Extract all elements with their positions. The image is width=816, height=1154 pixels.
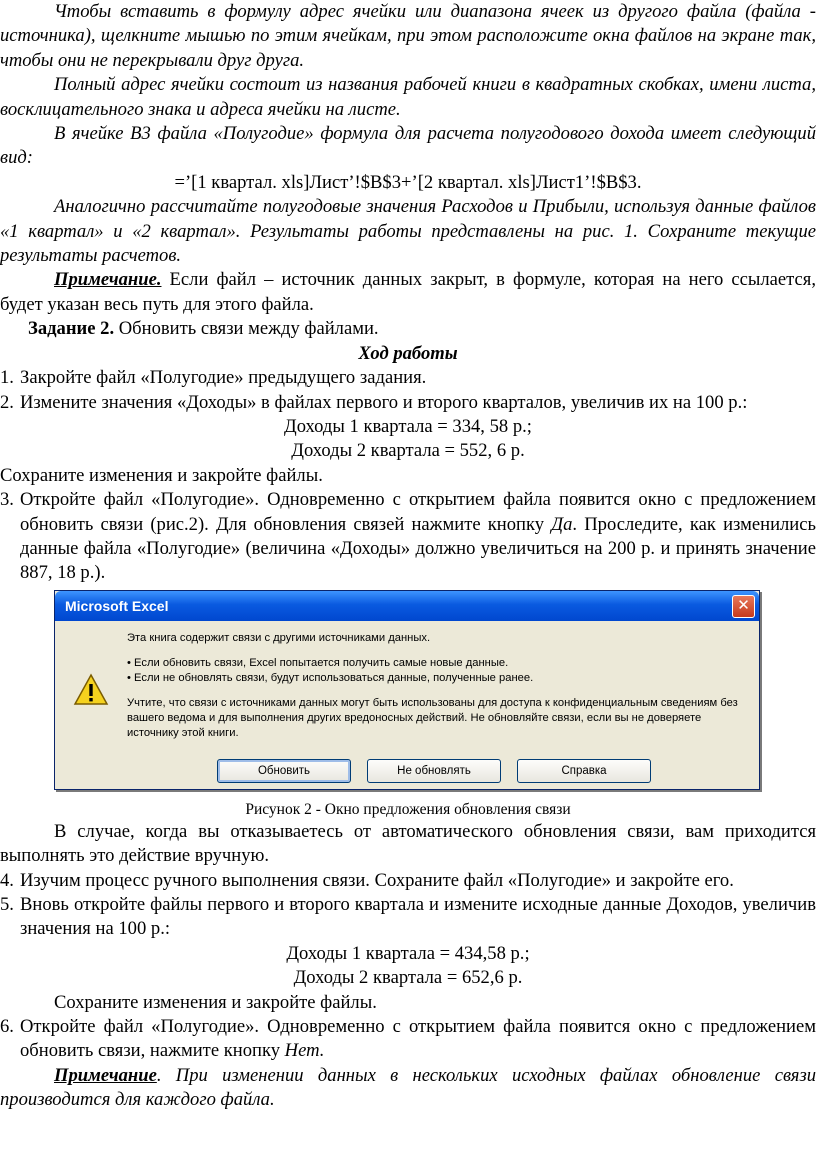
list-item (0, 1015, 816, 1064)
note-text-2: . При изменении данных в нескольких исходных файлах обновление связи производится для каждого файла. (0, 1064, 816, 1111)
no-word: Нет. (284, 1040, 325, 1062)
excel-dialog (54, 590, 760, 790)
task-text: Обновить связи между файлами. (114, 318, 379, 340)
income-line-2: Доходы 2 квартала = 552, 6 р. (291, 440, 525, 462)
figure-dialog (0, 588, 816, 800)
list-item (0, 893, 816, 942)
dialog-title-bar (55, 591, 759, 621)
save-instruction: Сохраните изменения и закройте файлы. (0, 464, 323, 486)
dialog-bullet: • Если не обновлять связи, будут использоваться данные, полученные ранее. (127, 671, 534, 684)
list-item (0, 488, 816, 586)
step-number: 3. (0, 489, 14, 511)
formula-line: =’[1 квартал. xls]Лист’!$B$3+’[2 квартал. xls]Лист1’!$B$3. (174, 171, 642, 193)
figure-caption: Рисунок 2 - Окно предложения обновления связи (245, 800, 571, 818)
income-line-1: Доходы 1 квартала = 334, 58 р.; (284, 415, 532, 437)
no-update-button[interactable]: Не обновлять (367, 759, 501, 783)
step6-text-a: Откройте файл «Полугодие». Одновременно с открытием файла появится окно с предложением обновить связи, нажмите кнопку (20, 1016, 816, 1062)
task-label: Задание 2. (28, 318, 115, 340)
dialog-message (127, 631, 747, 741)
step3-text-b: . Проследите, как изменились данные файла «Полугодие» (величина «Доходы» должно увеличиться на 200 р. и принять значение 887, 18 р.). (20, 513, 816, 584)
dialog-buttons (217, 759, 651, 783)
paragraph-manual-update: В случае, когда вы отказываетесь от автоматического обновления связи, вам приходится выполнять это действие вручную. (0, 820, 816, 867)
step-number: 6. (0, 1016, 14, 1037)
step-number: 5. (0, 893, 14, 915)
step-text: Измените значения «Доходы» в файлах первого и второго кварталов, увеличив их на 100 р.: (20, 391, 748, 413)
step-text: Закройте файл «Полугодие» предыдущего задания. (20, 367, 427, 389)
step-text: Изучим процесс ручного выполнения связи. Сохраните файл «Полугодие» и закройте его. (20, 869, 734, 891)
note-multiple-files (0, 1064, 816, 1113)
task-heading (0, 317, 816, 341)
step-text (20, 1015, 816, 1064)
note-label: Примечание. (54, 269, 162, 291)
progress-title: Ход работы (358, 342, 458, 364)
step3-text-a: Откройте файл «Полугодие». Одновременно с открытием файла появится окно с предложением обновить связи (рис.2). Для обновления связей нажмите кнопку (20, 489, 816, 535)
paragraph-full-address: Полный адрес ячейки состоит из названия рабочей книги в квадратных скобках, имени листа, восклицательного знака и адреса ячейки на листе. (0, 74, 816, 120)
step-text (20, 488, 816, 586)
list-item (0, 869, 816, 893)
warning-icon (73, 673, 109, 707)
paragraph-formula-intro: В ячейке В3 файла «Полугодие» формула для расчета полугодового дохода имеет следующий вид: (0, 123, 816, 169)
close-icon[interactable]: ✕ (732, 595, 755, 618)
step-number: 1. (0, 367, 14, 389)
note-text: Если файл – источник данных закрыт, в формуле, которая на него ссылается, будет указан весь путь для этого файла. (0, 269, 816, 315)
paragraph-similar-calc: Аналогично рассчитайте полугодовые значения Расходов и Прибыли, используя данные файлов «1 квартал» и «2 квартал». Результаты работы представлены на рис. 1. Сохраните текущие результаты расчетов. (0, 196, 816, 267)
step-number: 2. (0, 391, 14, 413)
note-closed-file (0, 268, 816, 317)
note-label-2: Примечание (54, 1064, 157, 1086)
dialog-title: Microsoft Excel (65, 597, 169, 614)
save-instruction-2: Сохраните изменения и закройте файлы. (54, 991, 377, 1013)
help-button[interactable]: Справка (517, 759, 651, 783)
income-line-3: Доходы 1 квартала = 434,58 р.; (286, 942, 530, 964)
update-button[interactable]: Обновить (217, 759, 351, 783)
paragraph-insert-address: Чтобы вставить в формулу адрес ячейки или диапазона ячеек из другого файла (файла - источника), щелкните мышью по этим ячейкам, при этом расположите окна файлов на экране так, чтобы они не перекрывали друг друга. (0, 1, 816, 71)
list-item (0, 391, 816, 415)
step-number: 4. (0, 869, 14, 891)
step-text: Вновь откройте файлы первого и второго квартала и измените исходные данные Доходов, увеличив значения на 100 р.: (20, 893, 816, 940)
income-line-4: Доходы 2 квартала = 652,6 р. (293, 967, 523, 989)
dialog-line: Эта книга содержит связи с другими источниками данных. (127, 631, 431, 644)
yes-word: Да (551, 513, 573, 535)
dialog-bullet: • Если обновить связи, Excel попытается получить самые новые данные. (127, 656, 509, 669)
list-item (0, 366, 816, 390)
dialog-warning-text: Учтите, что связи с источниками данных могут быть использованы для доступа к конфиденциальным сведениям без вашего ведома и для выполнения других вредоносных действий. Не обновляйте связи, если вы не доверяете источнику этой книги. (127, 696, 738, 739)
